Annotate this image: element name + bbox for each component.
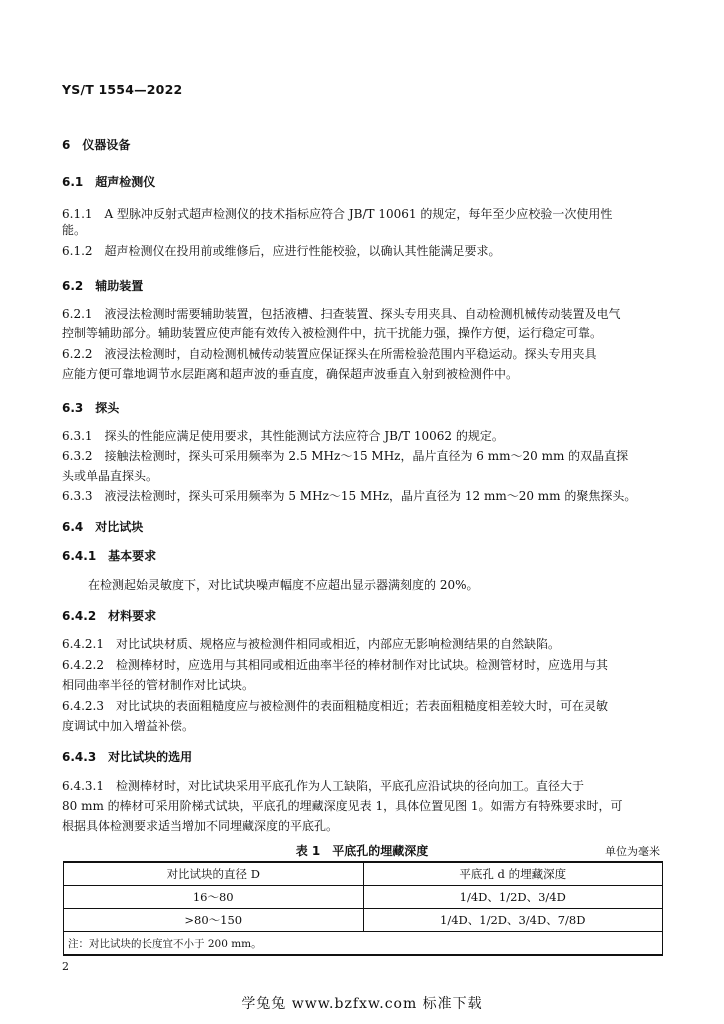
paragraph-text: 超声检测仪在投用前或维修后，应进行性能校验，以确认其性能满足要求。 <box>104 244 501 258</box>
clause-number: 6.4.2.1 <box>62 637 104 651</box>
table-cell: 1/4D、1/2D、3/4D <box>363 886 663 909</box>
table-note: 注：对比试块的长度宜不小于 200 mm。 <box>64 932 663 956</box>
paragraph-6-2-1 <box>62 306 621 322</box>
section-number: 6.4.2 <box>62 609 97 623</box>
section-title: 探头 <box>95 401 120 415</box>
paragraph-text: 液浸法检测时需要辅助装置，包括液槽、扫查装置、探头专用夹具、自动检测机械传动装置及电气 <box>104 307 621 321</box>
table-row <box>64 886 663 909</box>
paragraph-line: 80 mm 的棒材可采用阶梯式试块，平底孔的埋藏深度见表 1，具体位置见图 1。如需方有特殊要求时，可 <box>62 799 623 813</box>
section-title: 辅助装置 <box>95 279 144 293</box>
section-number: 6.4.1 <box>62 549 97 563</box>
page-number: 2 <box>62 960 69 973</box>
clause-number: 6.3.3 <box>62 489 93 503</box>
section-6-4-heading <box>62 519 143 535</box>
clause-number: 6.4.2.3 <box>62 699 104 713</box>
clause-number: 6.1.1 <box>62 207 93 221</box>
paragraph-text: 探头的性能应满足使用要求，其性能测试方法应符合 JB/T 10062 的规定。 <box>104 429 504 443</box>
table-cell: >80～150 <box>64 909 364 932</box>
section-6-3-heading <box>62 400 119 416</box>
paragraph-6-4-2-1 <box>62 636 560 652</box>
clause-number: 6.4.2.2 <box>62 658 104 672</box>
paragraph-6-1-2 <box>62 243 501 259</box>
clause-number: 6.4.3.1 <box>62 779 104 793</box>
paragraph-6-1-1 <box>62 206 612 222</box>
section-title: 超声检测仪 <box>95 175 156 189</box>
section-title: 材料要求 <box>108 609 157 623</box>
section-title: 仪器设备 <box>82 138 131 152</box>
clause-number: 6.3.2 <box>62 449 93 463</box>
table-row <box>64 909 663 932</box>
section-title: 对比试块 <box>95 520 144 534</box>
table-header-row <box>64 862 663 886</box>
table-header-cell: 平底孔 d 的埋藏深度 <box>363 862 663 886</box>
paragraph-text: 对比试块的表面粗糙度应与被检测件的表面粗糙度相近；若表面粗糙度相差较大时，可在灵敏 <box>115 699 608 713</box>
watermark-text: 学兔兔 www.bzfxw.com 标准下载 <box>241 996 483 1012</box>
depth-table <box>63 861 663 956</box>
paragraph-line: 头或单晶直探头。 <box>62 469 159 483</box>
section-title: 基本要求 <box>108 549 157 563</box>
paragraph-text: 检测棒材时，应选用与其相同或相近曲率半径的棒材制作对比试块。检测管材时，应选用与其 <box>115 658 608 672</box>
section-6-1-heading <box>62 174 155 190</box>
table-cell: 1/4D、1/2D、3/4D、7/8D <box>363 909 663 932</box>
clause-number: 6.1.2 <box>62 244 93 258</box>
section-6-4-2-heading <box>62 608 156 624</box>
section-6-2-heading <box>62 278 143 294</box>
section-title: 对比试块的选用 <box>108 750 193 764</box>
paragraph-6-4-3-1 <box>62 778 584 794</box>
paragraph-text: A 型脉冲反射式超声检测仪的技术指标应符合 JB/T 10061 的规定，每年至少应校验一次使用性 <box>104 207 613 221</box>
table-header-cell: 对比试块的直径 D <box>64 862 364 886</box>
section-6-heading <box>62 137 130 153</box>
table-cell: 16～80 <box>64 886 364 909</box>
paragraph-line: 控制等辅助部分。辅助装置应使声能有效传入被检测件中，抗干扰能力强，操作方便，运行稳定可靠。 <box>62 326 603 340</box>
section-number: 6.4.3 <box>62 750 97 764</box>
section-6-4-1-heading <box>62 548 156 564</box>
table-caption: 表 1 平底孔的埋藏深度 <box>295 844 429 858</box>
section-number: 6.1 <box>62 175 84 189</box>
section-number: 6.2 <box>62 279 84 293</box>
paragraph-line: 根据具体检测要求适当增加不同埋藏深度的平底孔。 <box>62 819 339 833</box>
section-number: 6 <box>62 138 71 152</box>
paragraph-6-4-1: 在检测起始灵敏度下，对比试块噪声幅度不应超出显示器满刻度的 20%。 <box>88 578 479 592</box>
paragraph-text: 接触法检测时，探头可采用频率为 2.5 MHz～15 MHz，晶片直径为 6 mm～20 mm 的双晶直探 <box>104 449 629 463</box>
section-number: 6.4 <box>62 520 84 534</box>
clause-number: 6.3.1 <box>62 429 93 443</box>
paragraph-6-2-2 <box>62 346 597 362</box>
paragraph-6-4-2-3 <box>62 698 608 714</box>
paragraph-line: 应能方便可靠地调节水层距离和超声波的垂直度，确保超声波垂直入射到被检测件中。 <box>62 367 519 381</box>
paragraph-text: 液浸法检测时，自动检测机械传动装置应保证探头在所需检验范围内平稳运动。探头专用夹具 <box>104 347 597 361</box>
paragraph-6-3-2 <box>62 448 628 464</box>
paragraph-line: 能。 <box>62 223 87 237</box>
table-unit: 单位为毫米 <box>605 845 660 858</box>
table-note-row <box>64 932 663 956</box>
paragraph-line: 相同曲率半径的管材制作对比试块。 <box>62 678 255 692</box>
section-6-4-3-heading <box>62 749 192 765</box>
section-number: 6.3 <box>62 401 84 415</box>
paragraph-6-3-1 <box>62 428 504 444</box>
paragraph-6-3-3 <box>62 488 636 504</box>
paragraph-6-4-2-2 <box>62 657 608 673</box>
document-id: YS/T 1554—2022 <box>62 82 183 97</box>
clause-number: 6.2.2 <box>62 347 93 361</box>
paragraph-text: 对比试块材质、规格应与被检测件相同或相近，内部应无影响检测结果的自然缺陷。 <box>115 637 560 651</box>
paragraph-line: 度调试中加入增益补偿。 <box>62 719 195 733</box>
clause-number: 6.2.1 <box>62 307 93 321</box>
paragraph-text: 检测棒材时，对比试块采用平底孔作为人工缺陷，平底孔应沿试块的径向加工。直径大于 <box>115 779 584 793</box>
paragraph-text: 液浸法检测时，探头可采用频率为 5 MHz～15 MHz，晶片直径为 12 mm～20 mm 的聚焦探头。 <box>104 489 637 503</box>
